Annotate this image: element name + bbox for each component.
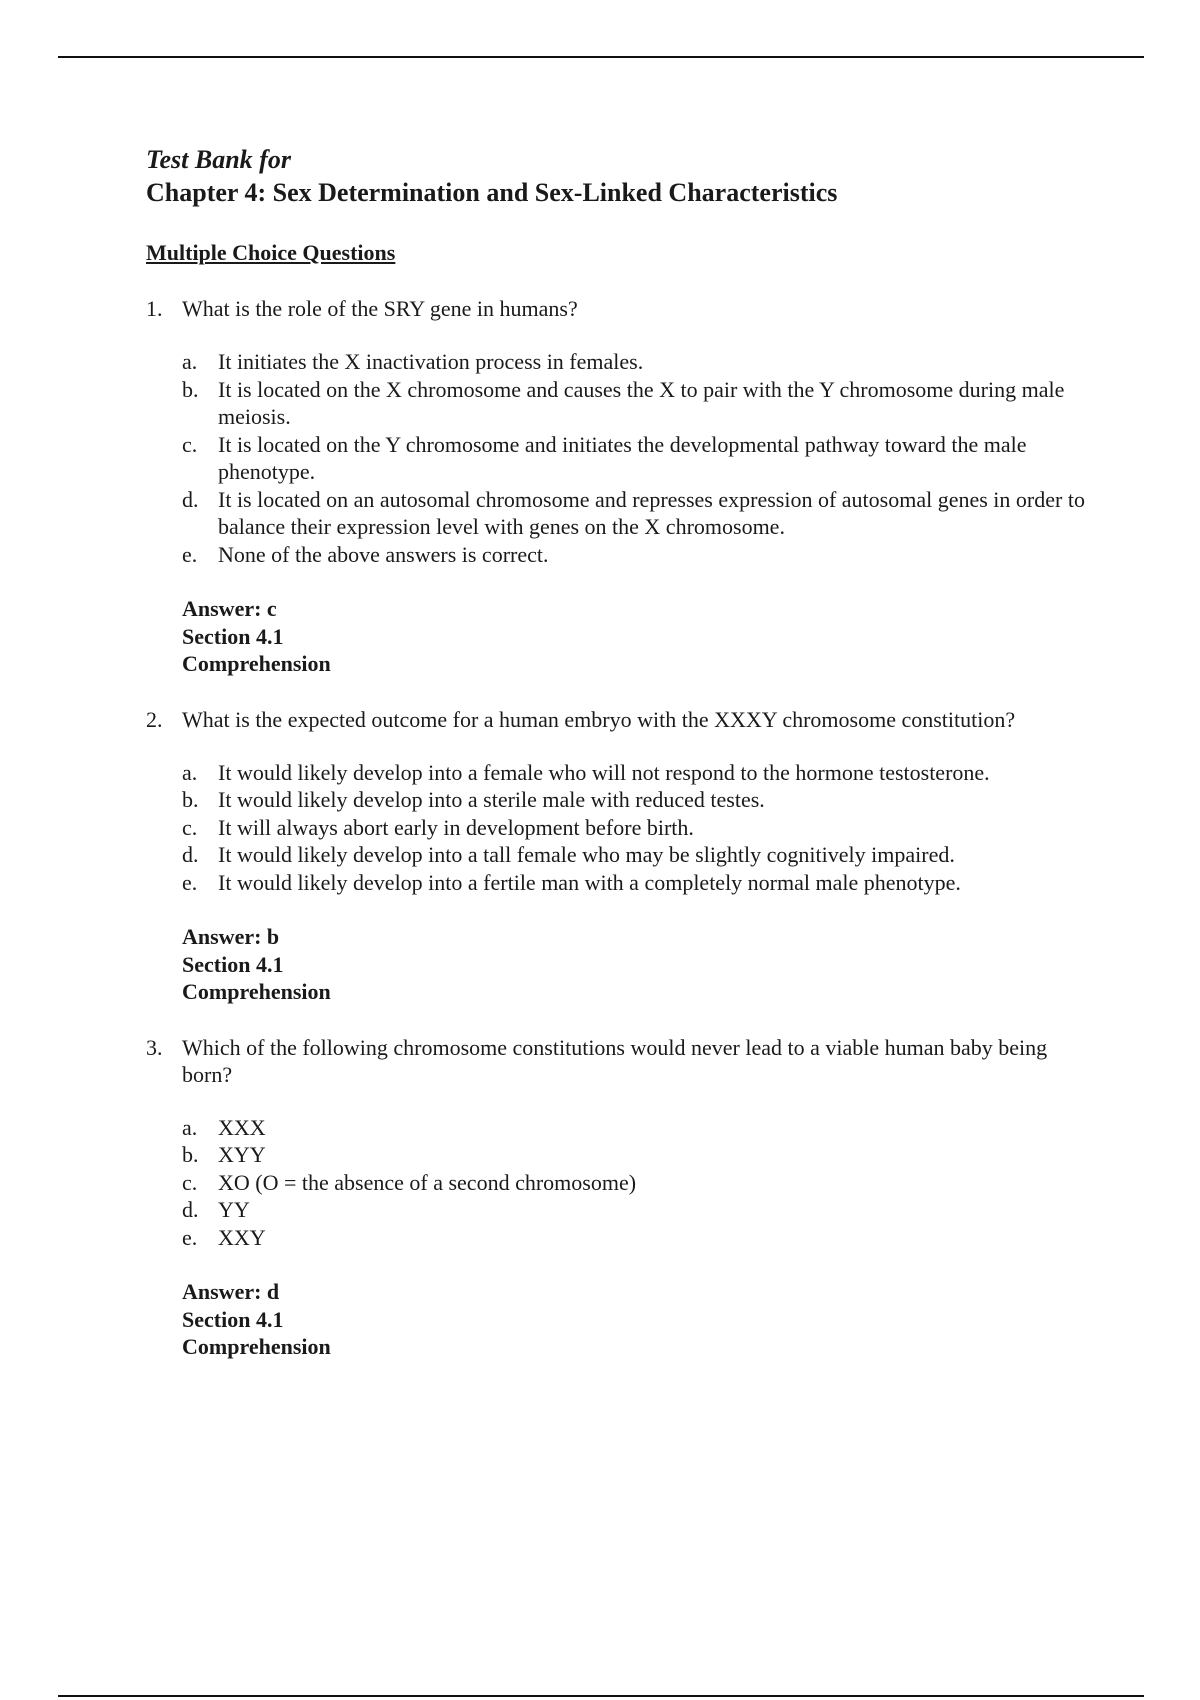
answer-key: Answer: c: [182, 596, 277, 621]
question-text: What is the expected outcome for a human embryo with the XXXY chromosome constitution?: [182, 706, 1016, 732]
question-stem: [146, 1034, 1086, 1088]
option-d: [182, 1196, 1086, 1224]
option-text: XYY: [218, 1142, 266, 1167]
section-heading: Multiple Choice Questions: [146, 240, 396, 265]
answer-key: Answer: b: [182, 924, 280, 949]
option-c: [182, 1169, 1086, 1197]
question-2: [146, 706, 1086, 1006]
option-text: None of the above answers is correct.: [218, 541, 549, 567]
bottom-rule: [58, 1695, 1144, 1697]
option-text: It would likely develop into a fertile man with a completely normal male phenotype.: [218, 869, 961, 895]
question-text: Which of the following chromosome constitutions would never lead to a viable human baby being born?: [182, 1034, 1048, 1087]
option-letter: e.: [182, 1224, 198, 1250]
option-text: It would likely develop into a tall female who may be slightly cognitively impaired.: [218, 842, 955, 867]
option-d: [182, 486, 1086, 541]
answer-key: Answer: d: [182, 1279, 280, 1304]
option-b: [182, 786, 1086, 814]
option-b: [182, 1141, 1086, 1169]
option-letter: c.: [182, 431, 198, 457]
option-letter: c.: [182, 814, 198, 840]
option-letter: b.: [182, 1142, 199, 1167]
option-text: It would likely develop into a female who will not respond to the hormone testosterone.: [218, 759, 990, 785]
question-stem: [146, 295, 1086, 322]
option-letter: a.: [182, 349, 198, 374]
question-number: 2.: [146, 706, 163, 732]
option-letter: b.: [182, 787, 199, 812]
option-list: [182, 759, 1086, 897]
option-letter: d.: [182, 1197, 199, 1222]
question-stem: [146, 706, 1086, 733]
option-list: [182, 1114, 1086, 1252]
option-e: [182, 1224, 1086, 1252]
option-text: XXX: [218, 1114, 266, 1140]
question-1: [146, 295, 1086, 678]
option-letter: d.: [182, 842, 199, 867]
section-reference: Section 4.1: [182, 1306, 284, 1332]
section-reference: Section 4.1: [182, 951, 284, 977]
option-e: [182, 869, 1086, 897]
option-text: It will always abort early in development before birth.: [218, 814, 694, 840]
option-letter: a.: [182, 759, 198, 785]
answer-block: [182, 1278, 1086, 1361]
answer-block: [182, 923, 1086, 1006]
option-letter: a.: [182, 1114, 198, 1140]
option-letter: e.: [182, 869, 198, 895]
option-text: XO (O = the absence of a second chromosome): [218, 1169, 637, 1195]
option-text: XXY: [218, 1224, 266, 1250]
option-list: [182, 348, 1086, 568]
question-text: What is the role of the SRY gene in humans?: [182, 296, 578, 321]
option-text: It is located on an autosomal chromosome and represses expression of autosomal genes in order to balance their expression level with genes on the X chromosome.: [218, 486, 1085, 539]
difficulty-level: Comprehension: [182, 651, 331, 676]
option-c: [182, 814, 1086, 842]
option-letter: c.: [182, 1169, 198, 1195]
option-letter: d.: [182, 486, 199, 512]
option-b: [182, 376, 1086, 431]
difficulty-level: Comprehension: [182, 1334, 331, 1359]
question-3: [146, 1034, 1086, 1361]
option-text: It is located on the Y chromosome and initiates the developmental pathway toward the male phenotype.: [218, 431, 1027, 484]
option-text: YY: [218, 1197, 250, 1222]
question-number: 3.: [146, 1034, 163, 1060]
option-d: [182, 841, 1086, 869]
option-letter: b.: [182, 376, 199, 402]
document-body: [146, 143, 1086, 1389]
section-reference: Section 4.1: [182, 623, 284, 649]
option-text: It initiates the X inactivation process in females.: [218, 349, 644, 374]
option-a: [182, 1114, 1086, 1142]
option-text: It is located on the X chromosome and causes the X to pair with the Y chromosome during male meiosis.: [218, 376, 1065, 429]
option-c: [182, 431, 1086, 486]
option-letter: e.: [182, 541, 198, 567]
option-a: [182, 759, 1086, 787]
document-title-prefix: Test Bank for: [146, 145, 291, 174]
document-title: Chapter 4: Sex Determination and Sex-Linked Characteristics: [146, 178, 838, 207]
answer-block: [182, 595, 1086, 678]
top-rule: [58, 56, 1144, 58]
option-a: [182, 348, 1086, 376]
question-list: [146, 295, 1086, 1361]
difficulty-level: Comprehension: [182, 979, 331, 1004]
option-text: It would likely develop into a sterile male with reduced testes.: [218, 787, 765, 812]
question-number: 1.: [146, 296, 163, 321]
option-e: [182, 541, 1086, 569]
